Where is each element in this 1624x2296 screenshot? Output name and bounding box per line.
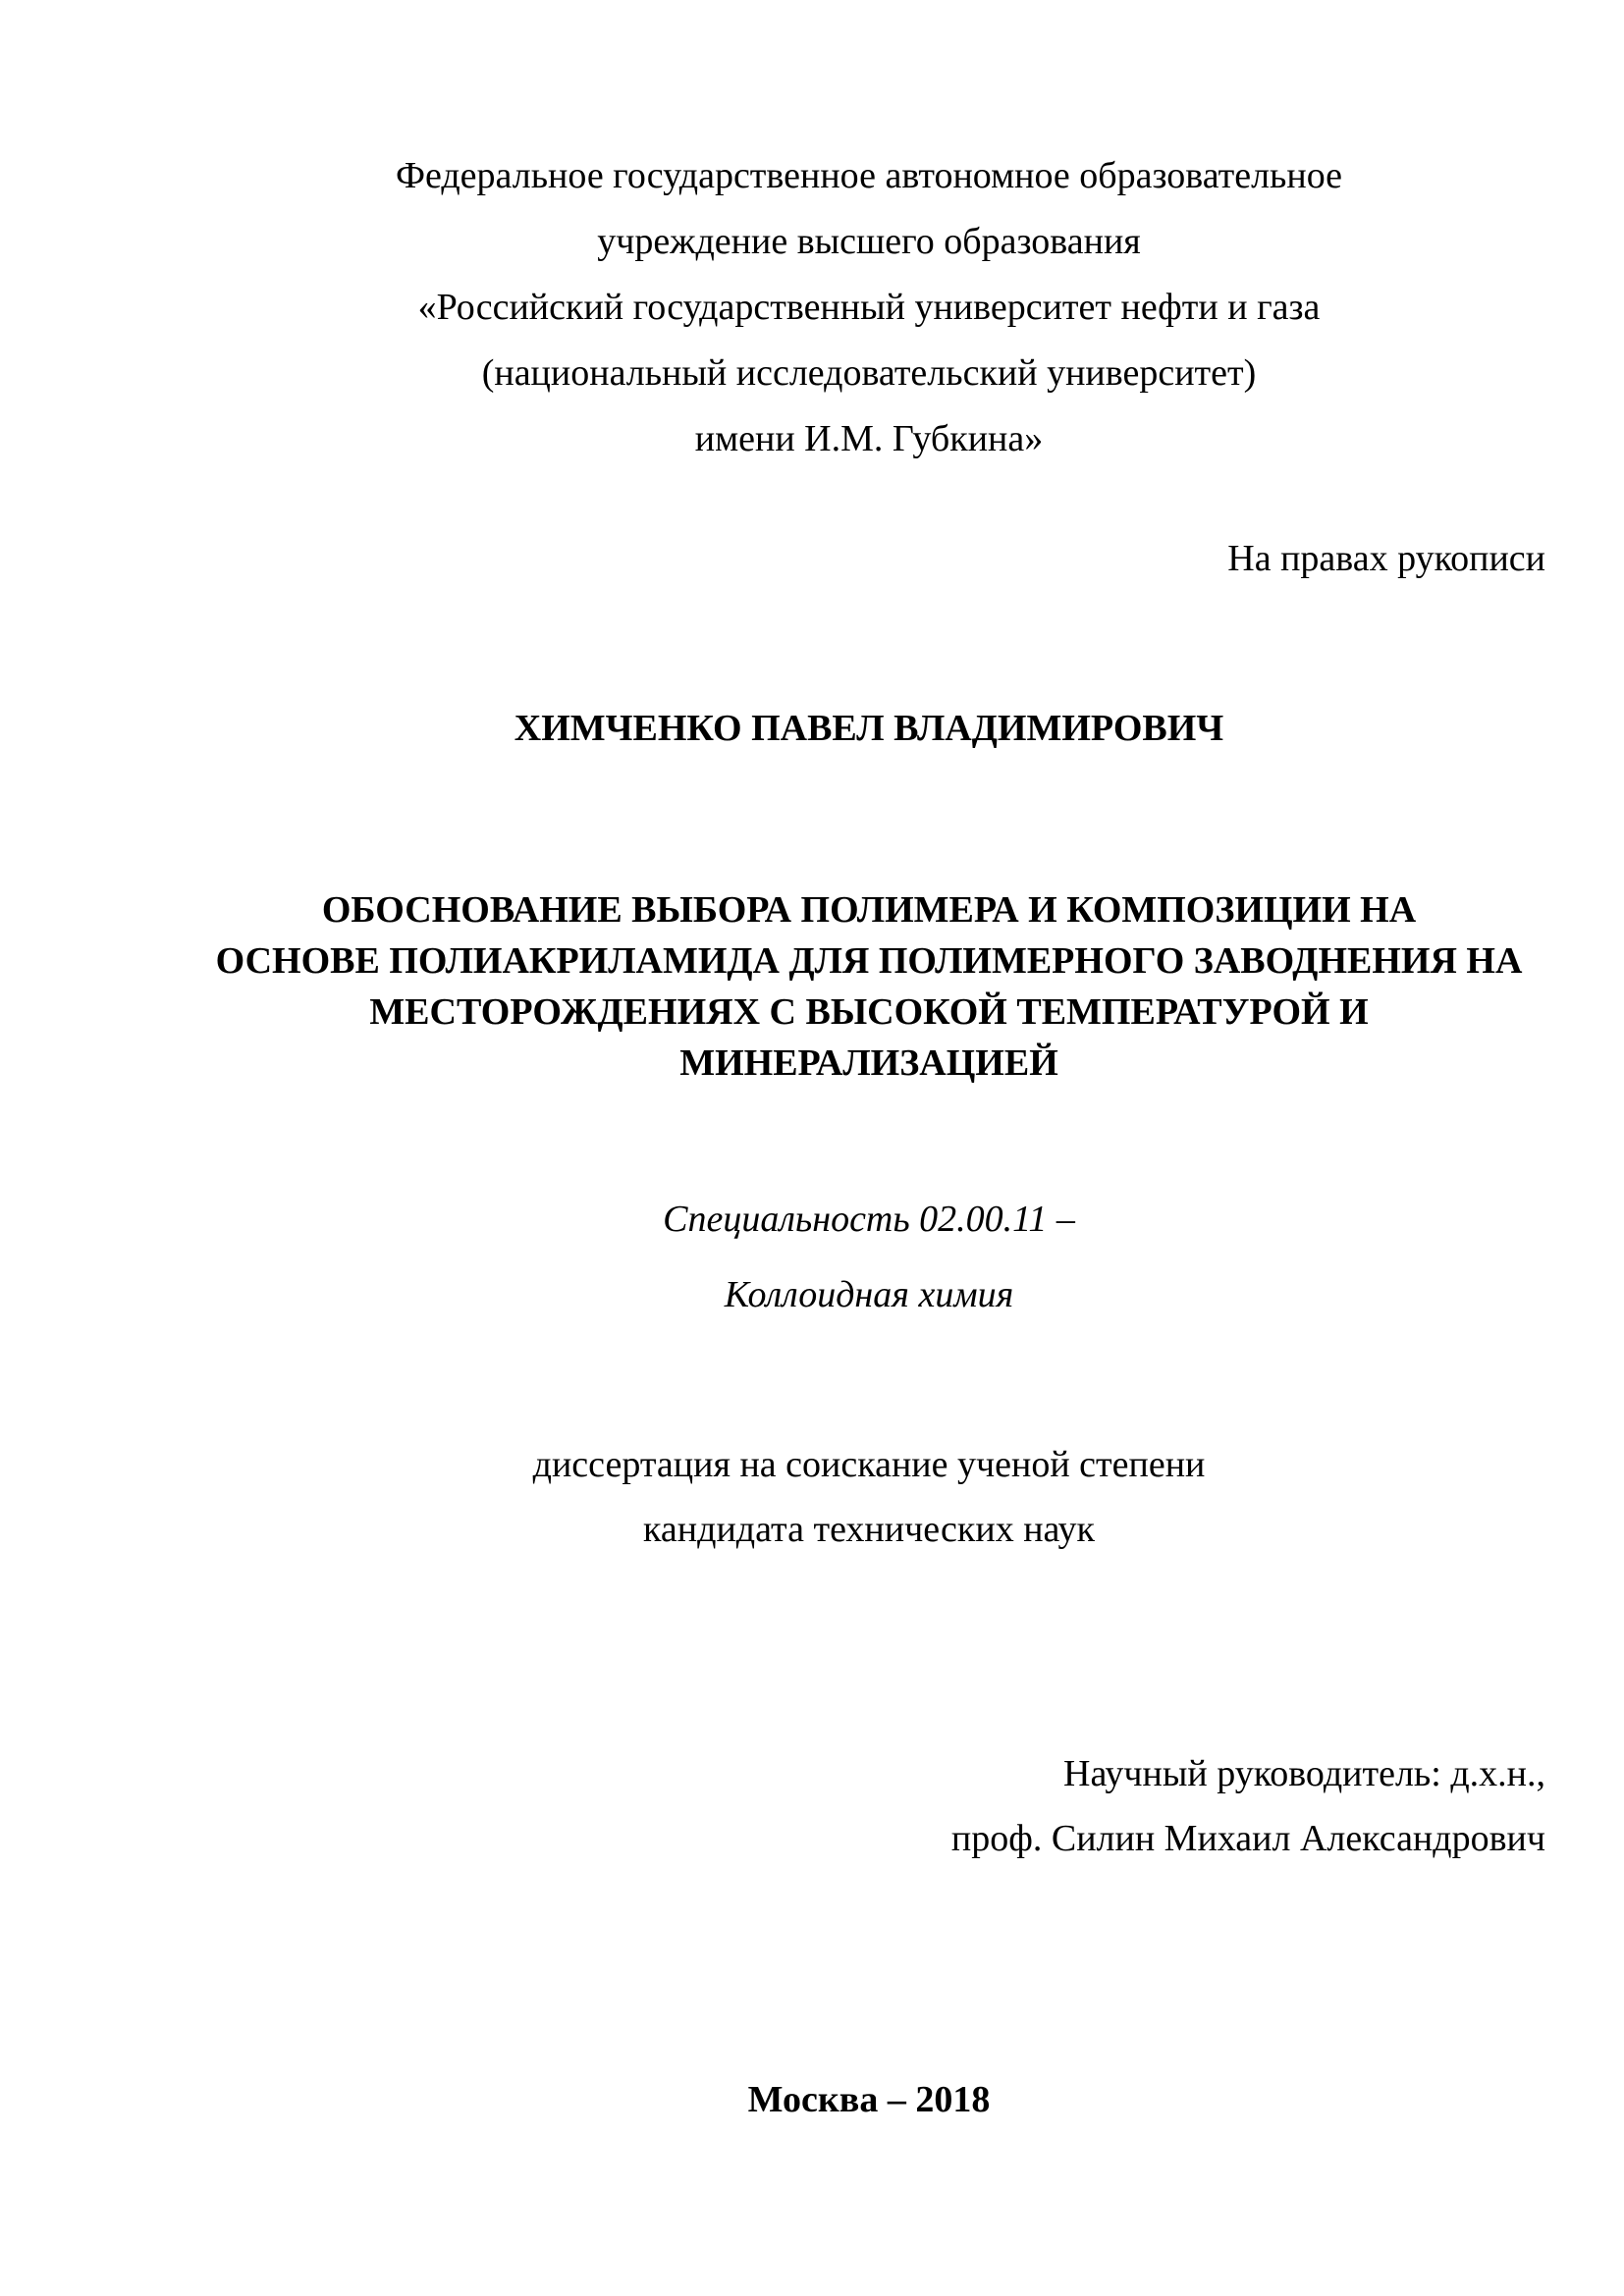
institution-line-4: (национальный исследовательский университет): [481, 352, 1257, 394]
manuscript-note: На правах рукописи: [1227, 538, 1545, 579]
institution-line-3: «Российский государственный университет нефти и газа: [417, 287, 1321, 328]
city-year: Москва – 2018: [747, 2079, 991, 2120]
author-name: ХИМЧЕНКО ПАВЕЛ ВЛАДИМИРОВИЧ: [514, 708, 1224, 749]
title-line-3: МЕСТОРОЖДЕНИЯХ С ВЫСОКОЙ ТЕМПЕРАТУРОЙ И: [369, 991, 1369, 1033]
degree-line-2: кандидата технических наук: [643, 1509, 1095, 1550]
institution-block: [192, 143, 1545, 472]
institution-line-1: Федеральное государственное автономное образовательное: [395, 155, 1343, 196]
supervisor-block: [192, 1741, 1545, 1871]
dissertation-title: [192, 884, 1545, 1089]
title-line-4: МИНЕРАЛИЗАЦИЕЙ: [679, 1042, 1058, 1084]
title-line-2: ОСНОВЕ ПОЛИАКРИЛАМИДА ДЛЯ ПОЛИМЕРНОГО ЗАВОДНЕНИЯ НА: [215, 940, 1523, 982]
specialty-line-2: Коллоидная химия: [724, 1274, 1014, 1315]
institution-line-2: учреждение высшего образования: [597, 221, 1141, 262]
title-line-1: ОБОСНОВАНИЕ ВЫБОРА ПОЛИМЕРА И КОМПОЗИЦИИ НА: [321, 889, 1417, 931]
supervisor-line-1: Научный руководитель: д.х.н.,: [1063, 1753, 1545, 1794]
degree-line-1: диссертация на соискание ученой степени: [532, 1444, 1206, 1485]
specialty-line-1: Специальность 02.00.11 –: [663, 1199, 1075, 1240]
institution-line-5: имени И.М. Губкина»: [694, 418, 1044, 459]
degree-block: [192, 1432, 1545, 1562]
supervisor-line-2: проф. Силин Михаил Александрович: [950, 1818, 1545, 1859]
specialty-block: [192, 1182, 1545, 1333]
